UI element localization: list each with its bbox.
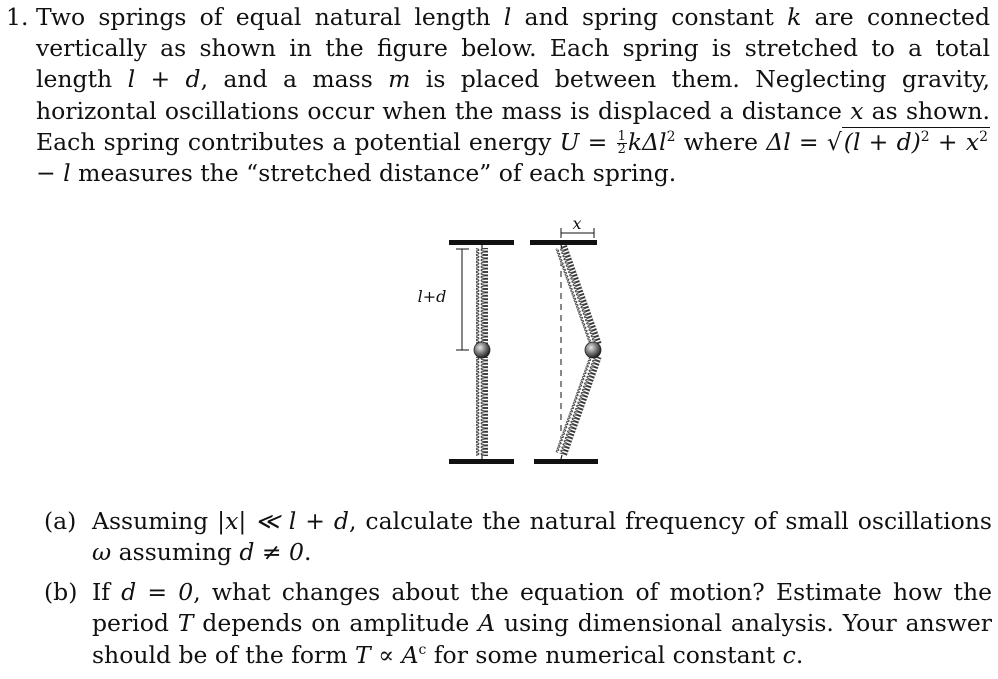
part-b-text-4: using dimensional analysis. Your answer should be of the form <box>92 609 993 669</box>
part-b-math-1: d = 0 <box>121 577 194 606</box>
intro-text-7: measures the “stretched distance” of each spring. <box>70 159 677 188</box>
right-mass-ball <box>585 342 601 358</box>
intro-text-6: as shown. Each spring contributes a potential energy <box>36 96 991 156</box>
part-b <box>44 577 992 671</box>
intro-text-1: Two springs of equal natural length <box>36 3 504 31</box>
fraction-denominator: 2 <box>617 141 626 157</box>
square-exponent: 2 <box>666 128 676 145</box>
part-a-text-4: . <box>303 538 312 567</box>
symbol-l: l <box>503 3 512 31</box>
length-label: l+d <box>417 287 447 306</box>
radicand-exponent-2: 2 <box>979 128 988 145</box>
part-a-math-3: d ≠ 0 <box>239 538 304 567</box>
sqrt-sign: √ <box>826 127 842 156</box>
right-bottom-support <box>534 459 598 464</box>
intro-text-3: are connected vertically as shown in the figure below. Each spring is stretched to a total length <box>36 3 990 94</box>
left-bottom-support <box>449 459 514 464</box>
part-b-exponent: c <box>418 641 427 658</box>
part-b-math-3: A <box>478 609 496 638</box>
part-a <box>44 506 992 569</box>
part-b-text-1: If <box>92 577 122 606</box>
part-a-text-1: Assuming <box>92 507 218 535</box>
symbol-k: k <box>787 3 802 31</box>
part-b-text-6: . <box>795 640 804 669</box>
intro-text-5: is placed between them. Neglecting gravity, horizontal oscillations occur when the mass is displaced a distance <box>36 65 990 125</box>
intro-text-2: and spring constant <box>511 3 788 31</box>
problem-number: 1. <box>6 3 29 31</box>
length-dimension-marker <box>456 249 469 350</box>
part-b-text-5: for some numerical constant <box>426 640 783 669</box>
radicand-part-2: + x <box>929 127 980 156</box>
symbol-m: m <box>388 65 411 94</box>
displaced-configuration <box>530 214 602 464</box>
part-b-math-4: T ∝ A <box>355 640 419 669</box>
displacement-label: x <box>572 214 582 233</box>
right-top-support <box>530 240 597 245</box>
left-lower-spring <box>476 357 488 456</box>
part-a-math-1: |x| ≪ l + d <box>217 507 349 535</box>
part-a-label: (a) <box>44 507 77 535</box>
part-a-text-2: , calculate the natural frequency of small oscillations <box>348 507 992 535</box>
fraction-numerator: 1 <box>617 128 626 144</box>
part-b-text-3: depends on amplitude <box>193 609 479 638</box>
right-upper-spring <box>555 245 601 347</box>
delta-l-lhs: Δl = <box>766 127 827 156</box>
part-a-math-2: ω <box>92 538 112 567</box>
intro-text-4: , and a mass <box>200 65 389 94</box>
energy-lhs: U = <box>559 127 616 156</box>
where-text: where <box>675 127 767 156</box>
part-a-text-3: assuming <box>111 538 240 567</box>
left-upper-spring <box>476 248 488 344</box>
energy-rhs: kΔl <box>627 127 667 156</box>
part-b-math-2: T <box>177 609 194 638</box>
symbol-x: x <box>850 96 864 125</box>
part-b-text-2: , what changes about the equation of motion? Estimate how the period <box>92 577 992 638</box>
left-top-support <box>449 240 514 245</box>
expr-l-plus-d: l + d <box>127 65 201 94</box>
radicand-exponent-1: 2 <box>920 128 930 145</box>
equilibrium-configuration <box>418 240 514 464</box>
right-lower-spring <box>555 354 601 456</box>
radicand-part-1: (l + d) <box>843 127 921 156</box>
part-b-math-5: c <box>782 640 796 669</box>
part-b-label: (b) <box>44 577 78 606</box>
minus-l: − l <box>36 159 71 188</box>
problem-parts <box>44 506 992 679</box>
left-mass-ball <box>474 342 490 358</box>
